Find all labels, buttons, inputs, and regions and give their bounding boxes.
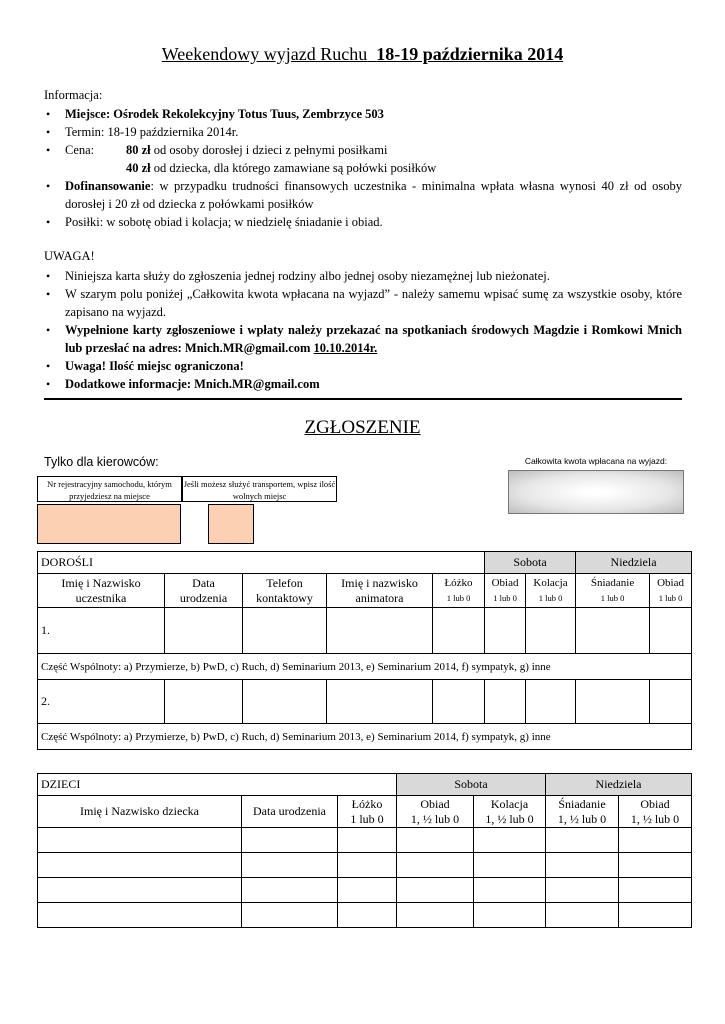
table-row[interactable] (38, 608, 692, 654)
info-list (44, 105, 682, 231)
form-heading: ZGŁOSZENIE (304, 417, 421, 438)
col-lunch: Obiad 1 lub 0 (485, 574, 526, 608)
col-breakfast: Śniadanie 1 lub 0 (576, 574, 650, 608)
warning-item-3: • Wypełnione karty zgłoszeniowe i wpłaty należy przekazać na spotkaniach środowych Magdzie i Romkowi Mnich lub przesłać na adres: Mnich.MR@gmail.com 10.10.2014r. (44, 321, 682, 357)
warning-item-2: • W szarym polu poniżej „Całkowita kwota wpłacana na wyjazd” - należy samemu wpisać sumę za wszystkie osoby, które zapisano na wyjazd. (44, 285, 682, 321)
total-label: Całkowita kwota wpłacana na wyjazd: (524, 456, 668, 466)
deadline-date: 10.10.2014r. (313, 341, 378, 355)
row-number[interactable]: 2. (38, 680, 165, 724)
warning-item-1: • Niniejsza karta służy do zgłoszenia jednej rodziny albo jednej osoby niezamężnej lub nieżonatej. (44, 267, 682, 285)
children-saturday: Sobota (397, 774, 546, 796)
col-child-lunch: Obiad 1, ½ lub 0 (397, 796, 474, 828)
warning-item-4: • Uwaga! Ilość miejsc ograniczona! (44, 357, 682, 375)
table-row[interactable] (38, 828, 692, 853)
community-options: Część Wspólnoty: a) Przymierze, b) PwD, c) Ruch, d) Seminarium 2013, e) Seminarium 2014, f) sympatyk, g) inne (38, 654, 692, 680)
plate-input[interactable] (37, 504, 181, 544)
info-place: • Miejsce: Ośrodek Rekolekcyjny Totus Tuus, Zembrzyce 503 (44, 105, 682, 123)
info-term: • Termin: 18-19 października 2014r. (44, 123, 682, 141)
row-number[interactable]: 1. (38, 608, 165, 654)
adults-table (37, 551, 692, 750)
warning-heading: UWAGA! (44, 249, 95, 263)
title-date: 18-19 października 2014 (376, 44, 564, 64)
warning-list (44, 267, 682, 393)
col-dinner: Kolacja 1 lub 0 (526, 574, 576, 608)
col-child-birth: Data urodzenia (242, 796, 338, 828)
col-phone: Telefon kontaktowy (243, 574, 327, 608)
seats-label: Jeśli możesz służyć transportem, wpisz ilość wolnych miejsc (182, 476, 337, 502)
community-options: Część Wspólnoty: a) Przymierze, b) PwD, c) Ruch, d) Seminarium 2013, e) Seminarium 2014, f) sympatyk, g) inne (38, 724, 692, 750)
info-heading: Informacja: (44, 88, 103, 102)
adults-saturday: Sobota (485, 552, 576, 574)
col-child-dinner: Kolacja 1, ½ lub 0 (474, 796, 546, 828)
col-name: Imię i Nazwisko uczestnika (38, 574, 165, 608)
col-lunch-sunday: Obiad 1 lub 0 (650, 574, 692, 608)
table-row[interactable] (38, 878, 692, 903)
col-animator: Imię i nazwisko animatora (327, 574, 433, 608)
info-meals: • Posiłki: w sobotę obiad i kolacja; w niedzielę śniadanie i obiad. (44, 213, 682, 231)
warning-item-5: • Dodatkowe informacje: Mnich.MR@gmail.com (44, 375, 682, 393)
adults-sunday: Niedziela (576, 552, 692, 574)
col-child-breakfast: Śniadanie 1, ½ lub 0 (546, 796, 619, 828)
children-heading: DZIECI (38, 774, 397, 796)
table-row[interactable] (38, 903, 692, 928)
table-row[interactable] (38, 853, 692, 878)
total-amount-input[interactable] (508, 470, 684, 514)
col-child-name: Imię i Nazwisko dziecka (38, 796, 242, 828)
drivers-label: Tylko dla kierowców: (44, 455, 159, 469)
seats-input[interactable] (208, 504, 254, 544)
col-birth: Data urodzenia (165, 574, 243, 608)
children-table (37, 773, 692, 928)
info-funding: • Dofinansowanie: w przypadku trudności finansowych uczestnika - minimalna wpłata własna wynosi 40 zł od osoby dorosłej i 20 zł od dziecka z połówkami posiłków (44, 177, 682, 213)
col-child-bed: Łóżko 1 lub 0 (338, 796, 397, 828)
plate-label: Nr rejestracyjny samochodu, którym przyjedziesz na miejsce (37, 476, 182, 502)
col-bed: Łóżko 1 lub 0 (433, 574, 485, 608)
table-row[interactable] (38, 680, 692, 724)
page-title (0, 44, 725, 65)
adults-heading: DOROŚLI (38, 552, 485, 574)
col-child-lunch-sunday: Obiad 1, ½ lub 0 (619, 796, 692, 828)
section-divider (44, 398, 682, 400)
info-price: • Cena: 80 zł od osoby dorosłej i dzieci z pełnymi posiłkami 40 zł od dziecka, dla którego zamawiane są połówki posiłków (44, 141, 682, 177)
title-prefix: Weekendowy wyjazd Ruchu (161, 44, 368, 64)
children-sunday: Niedziela (546, 774, 692, 796)
